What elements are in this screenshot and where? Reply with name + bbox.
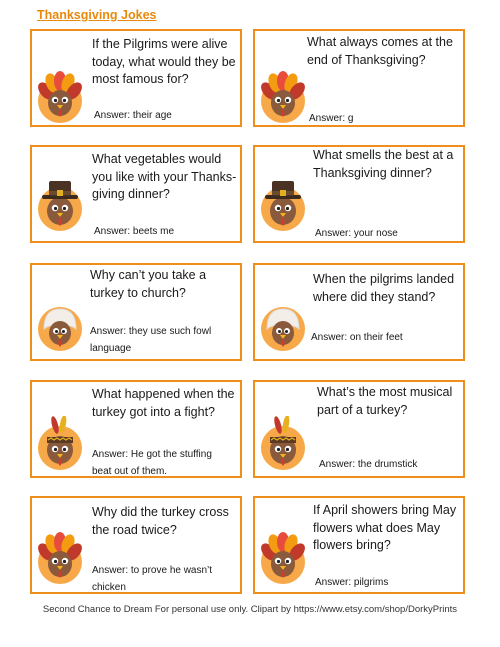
joke-question: What’s the most musical part of a turkey? bbox=[317, 385, 453, 417]
joke-answer: Answer: on their feet bbox=[311, 332, 403, 343]
joke-answer: Answer: He got the stuffing beat out of them. bbox=[92, 449, 212, 477]
footer-credit: Second Chance to Dream For personal use only. Clipart by https://www.etsy.com/shop/DorkyPrints bbox=[42, 604, 458, 615]
joke-card-8 bbox=[253, 380, 465, 478]
joke-answer: Answer: beets me bbox=[94, 226, 175, 237]
joke-answer: Answer: pilgrims bbox=[315, 577, 389, 588]
joke-card-5 bbox=[30, 263, 242, 361]
joke-question: Why can’t you take a turkey to church? bbox=[90, 268, 207, 300]
joke-answer: Answer: to prove he wasn’t chicken bbox=[92, 565, 213, 593]
joke-question: When the pilgrims landed where did they stand? bbox=[313, 272, 455, 304]
turkey-bonnet-icon bbox=[259, 299, 307, 355]
joke-card-1 bbox=[30, 29, 242, 127]
joke-question: What vegetables would you like with your Thanks-giving dinner? bbox=[92, 152, 237, 201]
joke-answer: Answer: g bbox=[309, 113, 354, 124]
joke-answer: Answer: they use such fowl language bbox=[90, 326, 212, 354]
joke-card-7 bbox=[30, 380, 242, 478]
joke-question: If April showers bring May flowers what does May flowers bring? bbox=[313, 503, 457, 552]
joke-question: What smells the best at a Thanksgiving dinner? bbox=[313, 148, 454, 180]
page-title: Thanksgiving Jokes bbox=[37, 8, 157, 22]
turkey-pilgrim-hat-icon bbox=[259, 177, 307, 233]
joke-question: If the Pilgrims were alive today, what would they be most famous for? bbox=[92, 37, 236, 86]
turkey-feathers-icon bbox=[36, 532, 84, 588]
joke-card-2 bbox=[253, 29, 465, 127]
turkey-pilgrim-hat-icon bbox=[36, 177, 84, 233]
joke-question: What happened when the turkey got into a fight? bbox=[92, 387, 235, 419]
joke-card-6 bbox=[253, 263, 465, 361]
turkey-bonnet-icon bbox=[36, 299, 84, 355]
joke-answer: Answer: their age bbox=[94, 110, 172, 121]
turkey-feathers-icon bbox=[36, 71, 84, 127]
turkey-headdress-icon bbox=[36, 416, 84, 472]
joke-question: Why did the turkey cross the road twice? bbox=[92, 505, 229, 537]
joke-answer: Answer: your nose bbox=[315, 228, 398, 239]
joke-card-10 bbox=[253, 496, 465, 594]
joke-card-3 bbox=[30, 145, 242, 243]
joke-card-4 bbox=[253, 145, 465, 243]
turkey-feathers-icon bbox=[259, 532, 307, 588]
joke-question: What always comes at the end of Thanksgiving? bbox=[307, 35, 453, 67]
joke-answer: Answer: the drumstick bbox=[319, 459, 418, 470]
turkey-feathers-icon bbox=[259, 71, 307, 127]
turkey-headdress-icon bbox=[259, 416, 307, 472]
joke-card-9 bbox=[30, 496, 242, 594]
